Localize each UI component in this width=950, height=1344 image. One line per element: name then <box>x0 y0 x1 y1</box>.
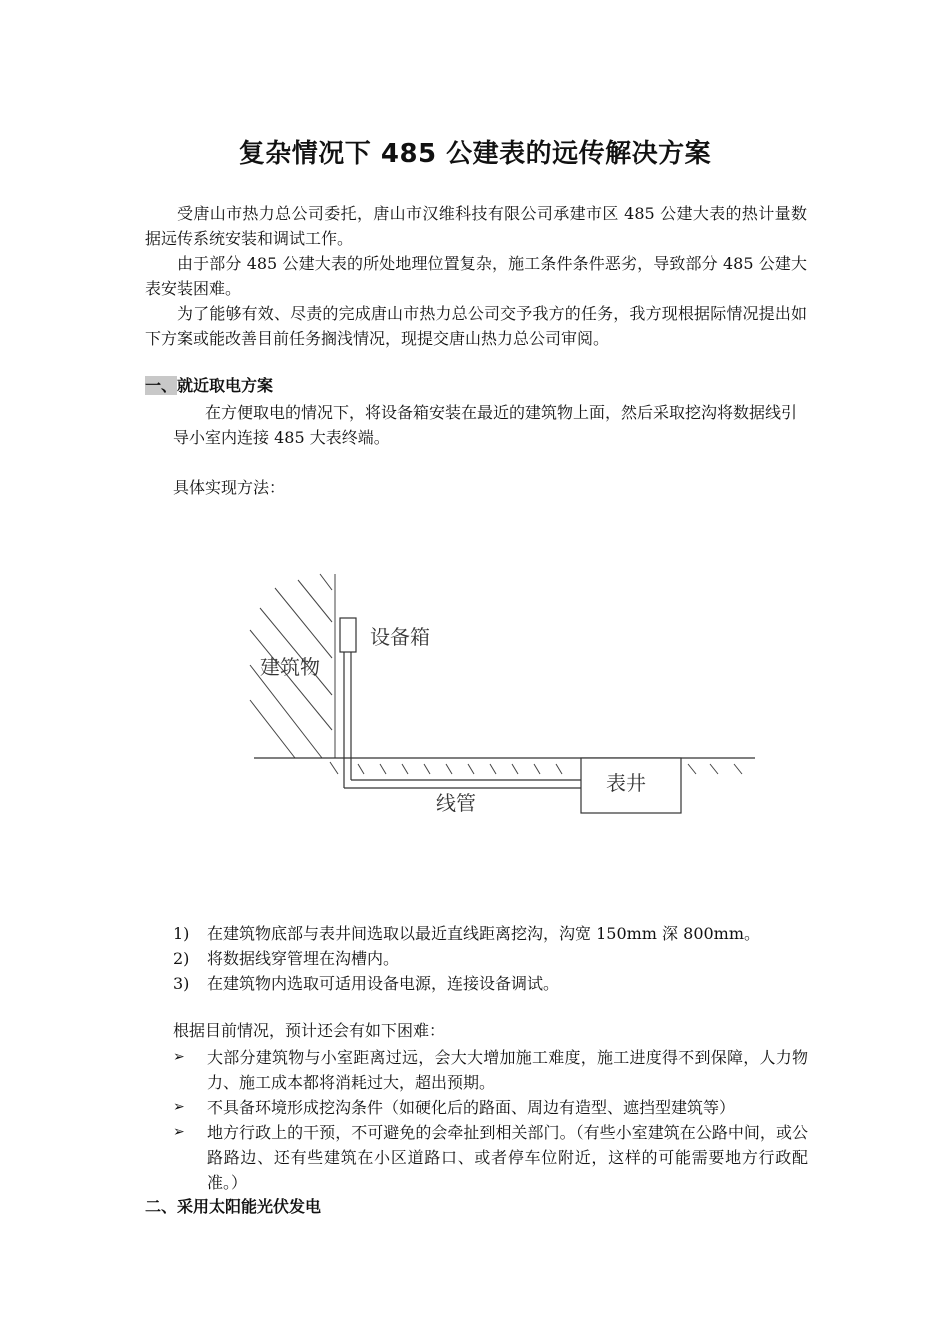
arrow-bullet-icon: ➢ <box>173 1124 185 1140</box>
list-item <box>173 921 813 946</box>
arrow-bullet-icon: ➢ <box>173 1049 185 1065</box>
section1-heading <box>145 375 273 397</box>
step-number: 3) <box>173 974 190 993</box>
building-label: 建筑物 <box>260 655 320 679</box>
arrow-bullet-icon: ➢ <box>173 1099 185 1115</box>
method-label: 具体实现方法： <box>173 478 286 497</box>
list-item <box>173 1095 808 1120</box>
list-item <box>173 1045 808 1095</box>
difficulties-list <box>173 1045 808 1195</box>
intro-paragraph-2: 由于部分 485 公建大表的所处地理位置复杂，施工条件条件恶劣，导致部分 485 公建大表安装困难。 <box>145 254 807 298</box>
meter-well-label: 表井 <box>606 771 646 795</box>
difficulty-text: 地方行政上的干预，不可避免的会牵扯到相关部门。（有些小室建筑在公路中间，或公路路边、还有些建筑在小区道路口、或者停车位附近，这样的可能需要地方行政配准。） <box>207 1123 808 1192</box>
step-text: 在建筑物底部与表井间选取以最近直线距离挖沟，沟宽 150mm 深 800mm。 <box>207 924 761 943</box>
equipment-box <box>340 618 356 652</box>
step-number: 2) <box>173 949 190 968</box>
list-item <box>173 946 813 971</box>
section2-heading: 二、采用太阳能光伏发电 <box>145 1197 322 1216</box>
intro-section <box>145 201 807 351</box>
section1-description <box>173 400 808 450</box>
difficulties-intro: 根据目前情况，预计还会有如下困难： <box>173 1021 446 1040</box>
equipment-box-label: 设备箱 <box>370 625 430 649</box>
list-item <box>173 971 813 996</box>
step-number: 1) <box>173 924 190 943</box>
list-item <box>173 1120 808 1195</box>
difficulty-text: 不具备环境形成挖沟条件（如硬化后的路面、周边有造型、遮挡型建筑等） <box>207 1098 736 1117</box>
section1-number: 一、 <box>145 376 178 395</box>
intro-paragraph-3: 为了能够有效、尽责的完成唐山市热力总公司交予我方的任务，我方现根据际情况提出如下方案或能改善目前任务搁浅情况，现提交唐山热力总公司审阅。 <box>145 304 807 348</box>
difficulty-text: 大部分建筑物与小室距离过远，会大大增加施工难度，施工进度得不到保障，人力物力、施工成本都将消耗过大，超出预期。 <box>207 1048 808 1092</box>
page-title: 复杂情况下 485 公建表的远传解决方案 <box>238 139 712 169</box>
section1-desc-text: 在方便取电的情况下，将设备箱安装在最近的建筑物上面，然后采取挖沟将数据线引导小室内连接 485 大表终端。 <box>173 403 798 447</box>
intro-paragraph-1: 受唐山市热力总公司委托，唐山市汉维科技有限公司承建市区 485 公建大表的热计量数据远传系统安装和调试工作。 <box>145 204 807 248</box>
wiring-diagram <box>240 570 760 820</box>
steps-list <box>173 921 813 996</box>
conduit-pipe <box>344 652 581 788</box>
pipe-label: 线管 <box>436 791 476 815</box>
step-text: 将数据线穿管埋在沟槽内。 <box>207 949 400 968</box>
section1-title: 就近取电方案 <box>177 376 274 395</box>
step-text: 在建筑物内选取可适用设备电源，连接设备调试。 <box>207 974 560 993</box>
